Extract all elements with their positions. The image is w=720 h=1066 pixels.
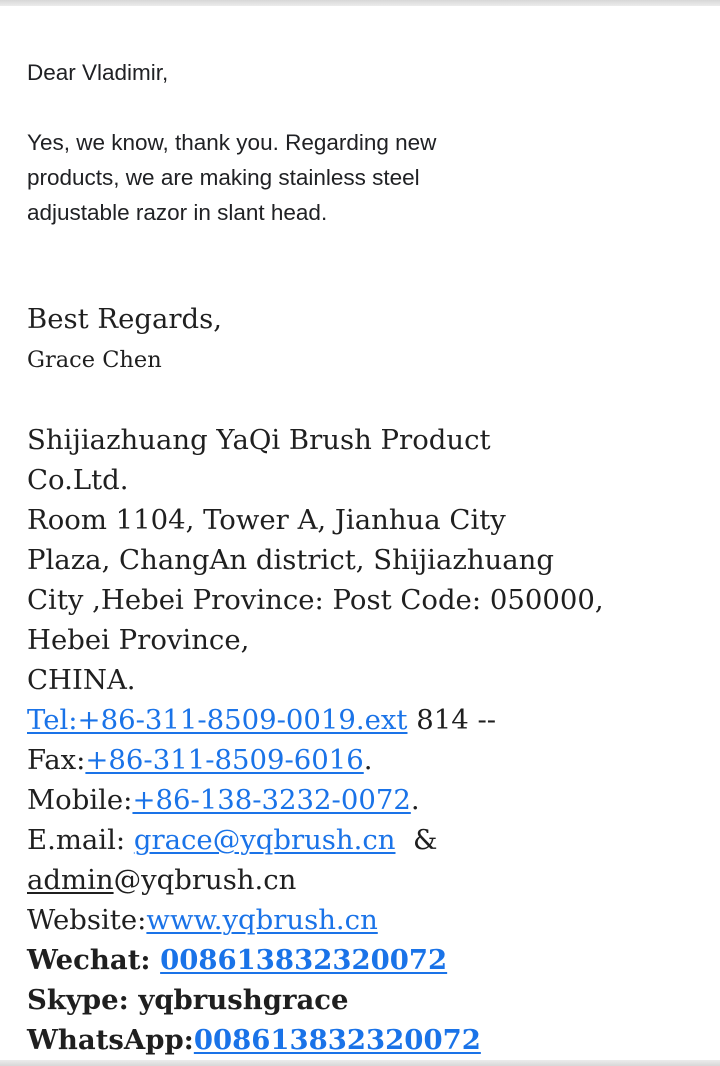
email-row <box>27 820 627 860</box>
fax-link[interactable]: +86-311-8509-6016 <box>85 744 364 776</box>
tel-row <box>27 700 627 740</box>
company-name-line: Co.Ltd. <box>27 464 129 496</box>
wechat-label: Wechat: <box>27 944 161 976</box>
address-line: Plaza, ChangAn district, Shijiazhuang <box>27 544 554 576</box>
wechat-number: 008613832320072 <box>160 944 448 976</box>
message-paragraph <box>27 125 547 230</box>
mobile-suffix: . <box>410 784 420 816</box>
message-line: adjustable razor in slant head. <box>27 200 328 225</box>
whatsapp-link[interactable] <box>194 1024 481 1056</box>
website-label: Website: <box>27 904 147 936</box>
whatsapp-label: WhatsApp: <box>27 1024 194 1056</box>
mobile-label: Mobile: <box>27 784 133 816</box>
email-label: E.mail: <box>27 824 134 856</box>
skype-row <box>27 980 627 1020</box>
address-line: Room 1104, Tower A, Jianhua City <box>27 504 506 536</box>
wechat-row <box>27 940 627 980</box>
website-row <box>27 900 627 940</box>
fax-label: Fax: <box>27 744 86 776</box>
message-line: products, we are making stainless steel <box>27 165 420 190</box>
fax-suffix: . <box>363 744 373 776</box>
address-line: City ,Hebei Province: Post Code: 050000, <box>27 584 604 616</box>
greeting: Dear Vladimir, <box>27 60 169 85</box>
admin-email-user: admin <box>27 864 114 896</box>
admin-email-row[interactable] <box>27 860 627 900</box>
wechat-link[interactable] <box>160 944 447 976</box>
company-name-line: Shijiazhuang YaQi Brush Product <box>27 424 491 456</box>
tel-link[interactable]: Tel:+86-311-8509-0019.ext <box>27 704 408 736</box>
top-divider <box>0 0 720 6</box>
email-separator: & <box>395 824 438 856</box>
whatsapp-number: 008613832320072 <box>193 1024 481 1056</box>
message-line: Yes, we know, thank you. Regarding new <box>27 130 437 155</box>
email-link[interactable]: grace@yqbrush.cn <box>133 824 396 856</box>
fax-row <box>27 740 627 780</box>
admin-email-domain: @yqbrush.cn <box>113 864 297 896</box>
mobile-row <box>27 780 627 820</box>
whatsapp-row <box>27 1020 627 1060</box>
signature-closing: Best Regards, <box>27 303 222 335</box>
bottom-divider <box>0 1060 720 1066</box>
website-link[interactable]: www.yqbrush.cn <box>146 904 378 936</box>
mobile-link[interactable]: +86-138-3232-0072 <box>132 784 411 816</box>
address-line: Hebei Province, <box>27 624 250 656</box>
signature-company-block <box>27 420 627 1060</box>
address-country: CHINA. <box>27 664 136 696</box>
signature-sender-name: Grace Chen <box>27 347 162 373</box>
tel-extension: 814 -- <box>407 704 497 736</box>
skype-text: Skype: yqbrushgrace <box>27 984 349 1016</box>
